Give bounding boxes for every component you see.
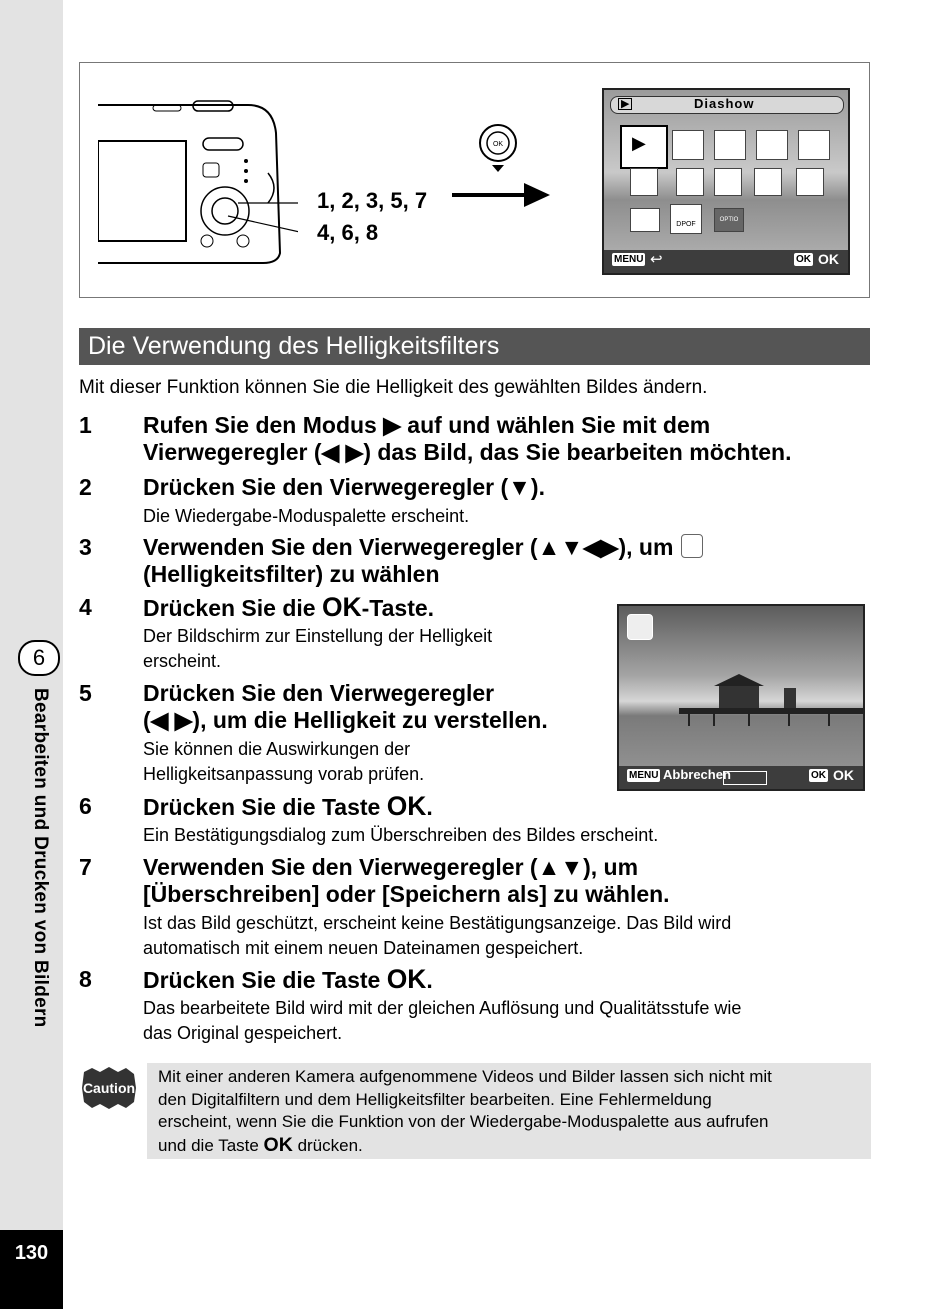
- pier-photo: [619, 626, 863, 776]
- step-heading-line: Verwenden Sie den Vierwegeregler (▲▼◀▶), um: [143, 534, 674, 560]
- menu-button-label: MENU: [614, 254, 644, 265]
- palette-resize-icon: [672, 130, 704, 160]
- step-heading-line: Verwenden Sie den Vierwegeregler (▲▼), um: [143, 854, 639, 880]
- palette-voice-memo-icon: [796, 168, 824, 196]
- ok-text: OK: [833, 767, 854, 783]
- step-number: 3: [79, 534, 92, 560]
- four-way-controller-icon: [478, 123, 518, 173]
- step-heading-line: [Überschreiben] oder [Speichern als] zu wählen.: [143, 881, 670, 907]
- step-heading-line: (◀ ▶), um die Helligkeit zu verstellen.: [143, 707, 548, 733]
- step-heading-text: Drücken Sie die: [143, 595, 322, 621]
- palette-rotate-icon: [798, 130, 830, 160]
- brightness-filter-icon: [681, 534, 703, 558]
- palette-protect-icon: [630, 208, 660, 232]
- step-heading-line: (Helligkeitsfilter) zu wählen: [143, 561, 440, 587]
- palette-redeye-icon: [754, 168, 782, 196]
- palette-brightness-icon: [676, 168, 704, 196]
- step-heading-text: -Taste.: [361, 595, 435, 621]
- step-description: automatisch mit einem neuen Dateinamen gespeichert.: [143, 938, 584, 958]
- step-number: 8: [79, 966, 92, 992]
- step-number: 1: [79, 412, 92, 438]
- playback-palette-screen: [602, 88, 850, 275]
- brightness-preview-screen: [617, 604, 865, 791]
- step-description: Ist das Bild geschützt, erscheint keine Bestätigungsanzeige. Das Bild wird: [143, 913, 732, 933]
- step-description: Ein Bestätigungsdialog zum Überschreiben des Bildes erscheint.: [143, 825, 659, 845]
- screen-title: Diashow: [694, 96, 755, 111]
- palette-dpof-icon: [670, 204, 702, 234]
- step-number: 4: [79, 594, 92, 620]
- menu-button-label: MENU: [629, 770, 659, 781]
- intro-text: Mit dieser Funktion können Sie die Helligkeit des gewählten Bildes ändern.: [79, 377, 708, 398]
- caution-line: drücken.: [292, 1135, 363, 1155]
- step-heading-line: Drücken Sie den Vierwegeregler: [143, 680, 495, 706]
- camera-back-illustration: [98, 93, 298, 293]
- step-heading-text: .: [426, 794, 433, 820]
- step-number: 7: [79, 854, 92, 880]
- step-number: 6: [79, 793, 92, 819]
- ok-text: OK: [818, 251, 839, 267]
- ok-button-label: OK: [796, 254, 811, 265]
- step-number: 5: [79, 680, 92, 706]
- step-heading-text: Drücken Sie die Taste: [143, 967, 387, 993]
- ok-button-glyph: OK: [386, 791, 427, 821]
- step-description: Helligkeitsanpassung vorab prüfen.: [143, 764, 425, 784]
- step-description: Der Bildschirm zur Einstellung der Helligkeit: [143, 626, 493, 646]
- section-title: Die Verwendung des Helligkeitsfilters: [79, 328, 870, 365]
- palette-frame-icon: [714, 168, 742, 196]
- palette-startup-icon: [714, 208, 744, 232]
- step-description: das Original gespeichert.: [143, 1023, 343, 1043]
- ok-button-label: OK: [811, 770, 826, 781]
- caution-line: den Digitalfiltern und dem Helligkeitsfilter bearbeiten. Eine Fehlermeldung: [158, 1089, 712, 1109]
- step-description: erscheint.: [143, 651, 222, 671]
- step-description: Sie können die Auswirkungen der: [143, 739, 411, 759]
- step-description: Das bearbeitete Bild wird mit der gleichen Auflösung und Qualitätsstufe wie: [143, 998, 742, 1018]
- step-label-row: 1, 2, 3, 5, 7: [317, 188, 428, 213]
- caution-line: und die Taste: [158, 1135, 264, 1155]
- caution-line: Mit einer anderen Kamera aufgenommene Videos und Bilder lassen sich nicht mit: [158, 1067, 772, 1086]
- play-mode-icon: ▶: [618, 98, 632, 110]
- ok-button-glyph: OK: [321, 592, 362, 622]
- step-heading-text: Drücken Sie die Taste: [143, 794, 387, 820]
- step-heading-text: .: [426, 967, 433, 993]
- cancel-label: Abbrechen: [663, 767, 731, 782]
- caution-box: [147, 1063, 871, 1159]
- chapter-title: Bearbeiten und Drucken von Bildern: [30, 688, 51, 1028]
- palette-filter-icon: [630, 168, 658, 196]
- palette-selected-icon: ▶: [620, 125, 668, 169]
- step-description: Die Wiedergabe-Moduspalette erscheint.: [143, 506, 470, 526]
- caution-icon-label: Caution: [82, 1080, 136, 1096]
- step-heading-line: Drücken Sie den Vierwegeregler (▼).: [143, 474, 545, 500]
- svg-text:OK: OK: [492, 141, 504, 148]
- caution-icon: [80, 1066, 138, 1110]
- optio-label: OPTIO: [719, 217, 739, 223]
- brightness-slider: [723, 771, 767, 785]
- chapter-number: 6: [18, 640, 60, 676]
- palette-trimming-icon: [714, 130, 746, 160]
- step-label-row: 4, 6, 8: [317, 220, 379, 245]
- back-icon: ↩: [650, 251, 663, 268]
- button-step-labels: [317, 185, 427, 249]
- step-heading-line: Vierwegeregler (◀ ▶) das Bild, das Sie bearbeiten möchten.: [143, 439, 792, 465]
- page-number: 130: [0, 1230, 63, 1309]
- dpof-label: DPOF: [676, 221, 696, 228]
- step-number: 2: [79, 474, 92, 500]
- ok-button-glyph: OK: [386, 964, 427, 994]
- caution-line: erscheint, wenn Sie die Funktion von der Wiedergabe-Moduspalette aus aufrufen: [158, 1112, 769, 1131]
- palette-copy-icon: [756, 130, 788, 160]
- step-heading-line: Rufen Sie den Modus ▶ auf und wählen Sie mit dem: [143, 412, 711, 438]
- right-arrow-icon: [452, 183, 550, 207]
- ok-button-glyph: OK: [263, 1133, 293, 1156]
